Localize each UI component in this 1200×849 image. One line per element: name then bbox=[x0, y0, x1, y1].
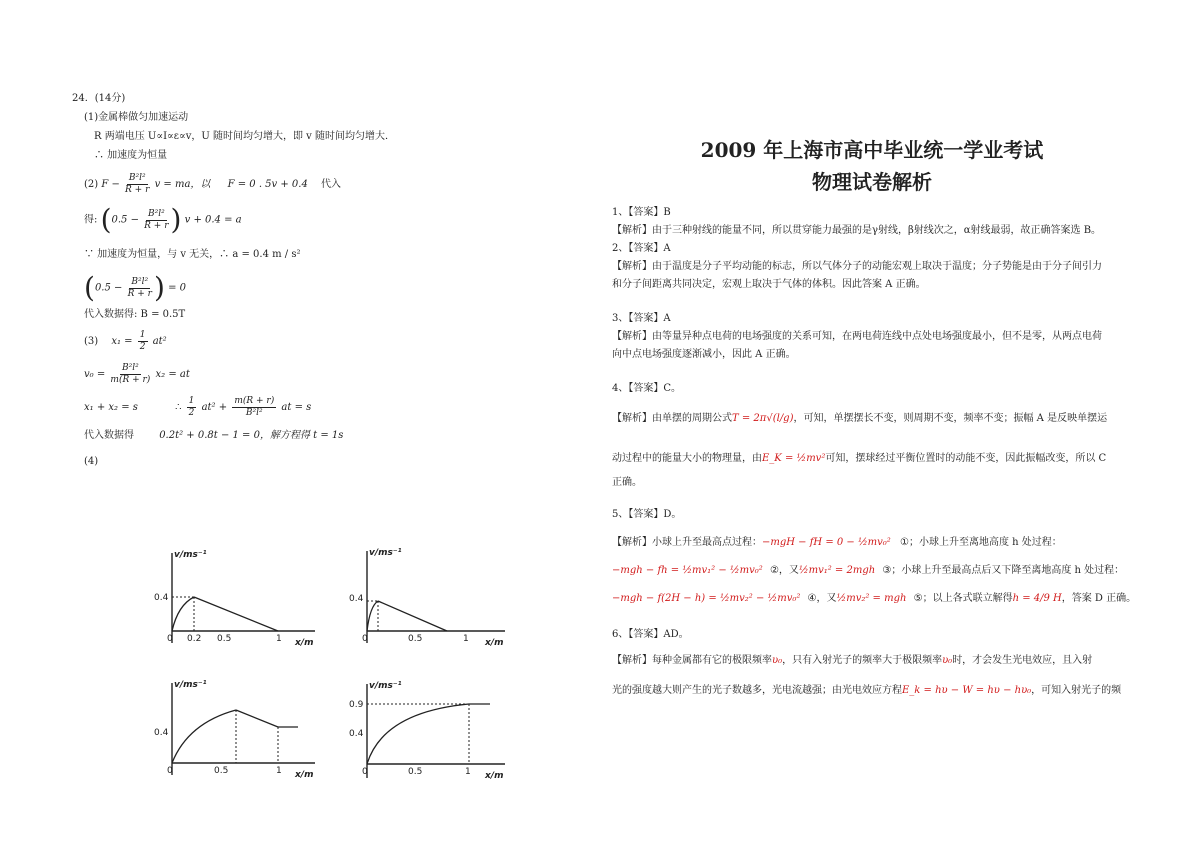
graph-3-curve bbox=[172, 710, 236, 763]
subst-result: 代入数据得: B = 0.5T bbox=[84, 309, 186, 320]
graph-1-xtick: 1 bbox=[276, 634, 282, 644]
explanation-2-line1: 【解析】由于温度是分子平均动能的标志，所以气体分子的动能宏观上取决于温度；分子势能是由于分子间引力 bbox=[612, 261, 1102, 272]
explanation-3-line2: 向中点电场强度逐渐减小，因此 A 正确。 bbox=[612, 349, 796, 360]
explanation-2-line2: 和分子间距离共同决定，宏观上取决于气体的体积。因此答案 A 正确。 bbox=[612, 279, 926, 290]
answer-1: 1、【答案】B bbox=[612, 207, 671, 218]
explanation-4-line1: 【解析】由单摆的周期公式T = 2π√(l/g)，可知，单摆摆长不变，则周期不变，频率不变；振幅 A 是反映单摆运 bbox=[612, 413, 1108, 424]
graph-2-curve bbox=[367, 601, 378, 631]
graph-4-xlabel: x/m bbox=[485, 771, 504, 781]
graph-1-origin: 0 bbox=[167, 634, 173, 644]
formula: ½mv₂² = mgh bbox=[836, 593, 907, 604]
answer-5: 5、【答案】D。 bbox=[612, 509, 682, 520]
formula: υ₀ bbox=[772, 655, 783, 666]
formula: h = 4/9 H bbox=[1012, 593, 1062, 604]
graph-3-line bbox=[236, 710, 278, 727]
zero-equation: (0.5 − $\frac{\text{B²l²}}{R + r}$ ) = 0 bbox=[84, 271, 186, 304]
answer-4: 4、【答案】C。 bbox=[612, 383, 682, 394]
answer-3: 3、【答案】A bbox=[612, 313, 671, 324]
formula: E_k = hυ − W = hυ − hυ₀ bbox=[902, 685, 1032, 696]
part3-solve: 代入数据得 0.2t² + 0.8t − 1 = 0，解方程得 t = 1s bbox=[84, 430, 344, 441]
formula: −mgH − fH = 0 − ½mv₀² bbox=[762, 537, 891, 548]
graph-4-xtick: 1 bbox=[465, 767, 471, 777]
graph-2-ytick: 0.4 bbox=[349, 594, 364, 604]
part3-sum: x₁ + x₂ = s ∴ $\frac{1}{2}$ at² + $\frac{m(R + r)}{\text{B²l²}}$ at = s bbox=[84, 396, 312, 418]
left-column bbox=[70, 92, 590, 469]
part1-line1: R 两端电压 U∝I∝ε∝v，U 随时间均匀增大，即 v 随时间均匀增大． bbox=[94, 131, 396, 142]
graph-3-xtick: 0.5 bbox=[214, 766, 229, 776]
page-subtitle: 物理试卷解析 bbox=[812, 170, 932, 194]
graph-3-xtick: 1 bbox=[276, 766, 282, 776]
graph-2-xtick: 0.5 bbox=[408, 634, 423, 644]
graph-2 bbox=[345, 543, 525, 648]
graph-4-ytick: 0.9 bbox=[349, 700, 364, 710]
got-equation: 得: (0.5 − $\frac{\text{B²l²}}{R + r}$ ) v + 0.4 = a bbox=[84, 203, 242, 236]
graph-2-xlabel: x/m bbox=[485, 638, 504, 648]
graph-1-ylabel: v/ms⁻¹ bbox=[174, 550, 207, 560]
explanation-5-line1: 【解析】小球上升至最高点过程：−mgH − fH = 0 − ½mv₀² ①；小球上升至离地高度 h 处过程： bbox=[612, 537, 1062, 548]
formula: ½mv₁² = 2mgh bbox=[798, 565, 876, 576]
graph-1-ytick: 0.4 bbox=[154, 593, 169, 603]
explanation-4-line3: 正确。 bbox=[612, 477, 642, 488]
explanation-1: 【解析】由于三种射线的能量不同，所以贯穿能力最强的是γ射线，β射线次之，α射线最弱，故正确答案选 B。 bbox=[612, 225, 1102, 236]
part1-heading: (1)金属棒做匀加速运动 bbox=[84, 112, 189, 123]
graph-3-xlabel: x/m bbox=[295, 770, 314, 780]
part1-line2: ∴ 加速度为恒量 bbox=[94, 150, 168, 161]
graph-1-line bbox=[194, 597, 278, 631]
part2-equation: (2) F − $\frac{\text{B²l²}}{R + r}$ v = ma，以 F = 0 . 5v + 0.4 代入 bbox=[84, 173, 342, 195]
graph-2-origin: 0 bbox=[362, 634, 368, 644]
graph-1-curve bbox=[172, 597, 194, 631]
explanation-6-line2: 光的强度越大则产生的光子数越多，光电流越强；由光电效应方程E_k = hυ − W = hυ − hυ₀，可知入射光子的频 bbox=[612, 685, 1122, 696]
answer-2: 2、【答案】A bbox=[612, 243, 671, 254]
graph-4-ytick: 0.4 bbox=[349, 729, 364, 739]
formula: −mgh − fh = ½mv₁² − ½mv₀² bbox=[612, 565, 763, 576]
part3-x1: (3) x₁ = $\frac{1}{2}$ at² bbox=[84, 330, 167, 352]
explanation-3-line1: 【解析】由等量异种点电荷的电场强度的关系可知，在两电荷连线中点处电场强度最小，但不是零，从两点电荷 bbox=[612, 331, 1102, 342]
graph-1-xtick: 0.2 bbox=[187, 634, 202, 644]
graph-3-ylabel: v/ms⁻¹ bbox=[174, 680, 207, 690]
graph-4-origin: 0 bbox=[362, 767, 368, 777]
explanation-6-line1: 【解析】每种金属都有它的极限频率υ₀，只有入射光子的频率大于极限频率υ₀时，才会发生光电效应，且入射 bbox=[612, 655, 1093, 666]
because-line: ∵ 加速度为恒量，与 v 无关，∴ a = 0.4 m / s² bbox=[84, 249, 301, 260]
graph-1-xlabel: x/m bbox=[295, 638, 314, 648]
graph-3 bbox=[150, 675, 330, 780]
graph-4-ylabel: v/ms⁻¹ bbox=[369, 681, 402, 691]
graph-3-ytick: 0.4 bbox=[154, 728, 169, 738]
graph-4-curve bbox=[367, 704, 490, 764]
right-column bbox=[612, 134, 1137, 698]
formula: T = 2π√(l/g) bbox=[732, 413, 794, 424]
formula: −mgh − f(2H − h) = ½mv₂² − ½mv₀² bbox=[612, 593, 801, 604]
explanation-5-line3: −mgh − f(2H − h) = ½mv₂² − ½mv₀² ④，又½mv₂² = mgh ⑤；以上各式联立解得h = 4/9 H，答案 D 正确。 bbox=[612, 593, 1137, 604]
graph-1 bbox=[150, 543, 330, 648]
formula: υ₀ bbox=[942, 655, 953, 666]
part4-label: (4) bbox=[84, 456, 99, 467]
graph-3-origin: 0 bbox=[167, 766, 173, 776]
page-title: 2009 年上海市高中毕业统一学业考试 bbox=[700, 138, 1044, 162]
answer-6: 6、【答案】AD。 bbox=[612, 629, 689, 640]
graph-2-ylabel: v/ms⁻¹ bbox=[369, 548, 402, 558]
explanation-4-line2: 动过程中的能量大小的物理量，由E_K = ½mv²可知，摆球经过平衡位置时的动能不变，因此振幅改变，所以 C bbox=[612, 453, 1107, 464]
graph-4 bbox=[345, 678, 525, 783]
graph-2-xtick: 1 bbox=[463, 634, 469, 644]
graph-4-xtick: 0.5 bbox=[408, 767, 423, 777]
part3-v0: v₀ = $\frac{\text{B²l²}}{m(R + r)}$ x₂ = at bbox=[84, 363, 190, 385]
graph-1-xtick: 0.5 bbox=[217, 634, 232, 644]
graph-2-line bbox=[378, 601, 447, 631]
formula: E_K = ½mv² bbox=[762, 453, 826, 464]
explanation-5-line2: −mgh − fh = ½mv₁² − ½mv₀² ②，又½mv₁² = 2mgh ③；小球上升至最高点后又下降至离地高度 h 处过程： bbox=[612, 565, 1125, 576]
question-24-heading: 24．(14分) bbox=[72, 93, 126, 104]
fraction: $\frac{\text{B²l²}}{R + r}$ bbox=[125, 173, 150, 195]
